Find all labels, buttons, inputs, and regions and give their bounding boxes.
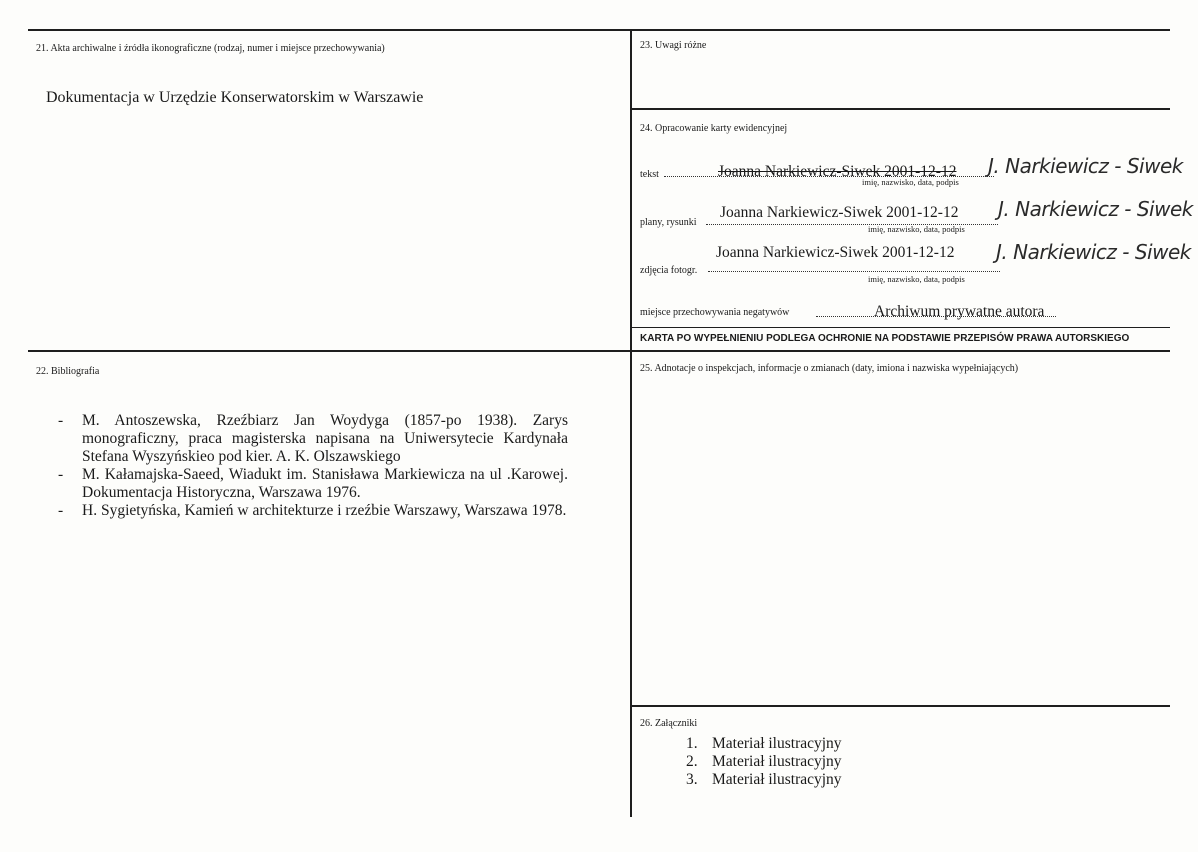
row-label: tekst bbox=[640, 169, 659, 180]
sec23-bottom-line bbox=[632, 108, 1170, 110]
field-caption: imię, nazwisko, data, podpis bbox=[862, 177, 959, 187]
item-number: 2. bbox=[686, 753, 698, 770]
signature: J. Narkiewicz - Siwek bbox=[988, 154, 1183, 178]
middle-border-line bbox=[28, 350, 1170, 352]
vertical-divider bbox=[630, 29, 632, 817]
sec21-content: Dokumentacja w Urzędzie Konserwatorskim w Warszawie bbox=[46, 89, 424, 106]
item-number: 1. bbox=[686, 735, 698, 752]
sec26-top-line bbox=[632, 705, 1170, 707]
copyright-notice: KARTA PO WYPEŁNIENIU PODLEGA OCHRONIE NA PODSTAWIE PRZEPISÓW PRAWA AUTORSKIEGO bbox=[640, 333, 1130, 344]
sec21-label: 21. Akta archiwalne i źródła ikonograficzne (rodzaj, numer i miejsce przechowywania) bbox=[36, 43, 385, 54]
list-item bbox=[686, 753, 842, 771]
list-item bbox=[686, 771, 842, 789]
bullet: - bbox=[58, 502, 64, 519]
attachment-text: Materiał ilustracyjny bbox=[712, 753, 842, 770]
top-border-line bbox=[28, 29, 1170, 31]
bibliography-entry: H. Sygietyńska, Kamień w architekturze i rzeźbie Warszawy, Warszawa 1978. bbox=[82, 502, 567, 519]
list-item bbox=[58, 412, 568, 466]
bullet: - bbox=[58, 412, 64, 429]
signature: J. Narkiewicz - Siwek bbox=[996, 240, 1191, 264]
row-label: plany, rysunki bbox=[640, 217, 697, 228]
attachment-text: Materiał ilustracyjny bbox=[712, 735, 842, 752]
field-caption: imię, nazwisko, data, podpis bbox=[868, 274, 965, 284]
sec23-label: 23. Uwagi różne bbox=[640, 40, 707, 51]
bibliography-entry: M. Antoszewska, Rzeźbiarz Jan Woydyga (1857-po 1938). Zarys monograficzny, praca magisterska napisana na Uniwersytecie Kardynała Stefana Wyszyńskieo pod kier. A. K. Olszawskiego bbox=[82, 412, 568, 465]
attachment-text: Materiał ilustracyjny bbox=[712, 771, 842, 788]
dotted-line bbox=[708, 271, 1000, 272]
list-item bbox=[58, 502, 568, 520]
bullet: - bbox=[58, 466, 64, 483]
bibliography-entry: M. Kałamajska-Saeed, Wiadukt im. Stanisława Markiewicza na ul .Karowej. Dokumentacja Historyczna, Warszawa 1976. bbox=[82, 466, 568, 501]
sec24-row-photos bbox=[640, 240, 1191, 284]
sec22-label: 22. Bibliografia bbox=[36, 366, 100, 377]
attachments-list bbox=[686, 735, 842, 789]
list-item bbox=[58, 466, 568, 502]
sec26-label: 26. Załączniki bbox=[640, 718, 698, 729]
bibliography-list bbox=[58, 412, 568, 520]
sec24-row-plans bbox=[640, 194, 1193, 234]
copyright-line bbox=[632, 327, 1170, 328]
signature: J. Narkiewicz - Siwek bbox=[998, 197, 1193, 221]
sec24-row-text bbox=[640, 150, 1183, 187]
author-date-value: Joanna Narkiewicz-Siwek 2001-12-12 bbox=[716, 244, 955, 261]
author-date-value: Joanna Narkiewicz-Siwek 2001-12-12 bbox=[720, 204, 959, 221]
sec25-label: 25. Adnotacje o inspekcjach, informacje o zmianach (daty, imiona i nazwiska wypełniających) bbox=[640, 363, 1019, 374]
sec24-label: 24. Opracowanie karty ewidencyjnej bbox=[640, 123, 788, 134]
author-date-value: Joanna Narkiewicz-Siwek 2001-12-12 bbox=[718, 163, 957, 180]
item-number: 3. bbox=[686, 771, 698, 788]
negatives-value: Archiwum prywatne autora bbox=[874, 303, 1045, 320]
sec24-row-negatives bbox=[640, 290, 1170, 326]
negatives-label: miejsce przechowywania negatywów bbox=[640, 307, 790, 318]
row-label: zdjęcia fotogr. bbox=[640, 265, 698, 276]
field-caption: imię, nazwisko, data, podpis bbox=[868, 224, 965, 234]
list-item bbox=[686, 735, 842, 753]
